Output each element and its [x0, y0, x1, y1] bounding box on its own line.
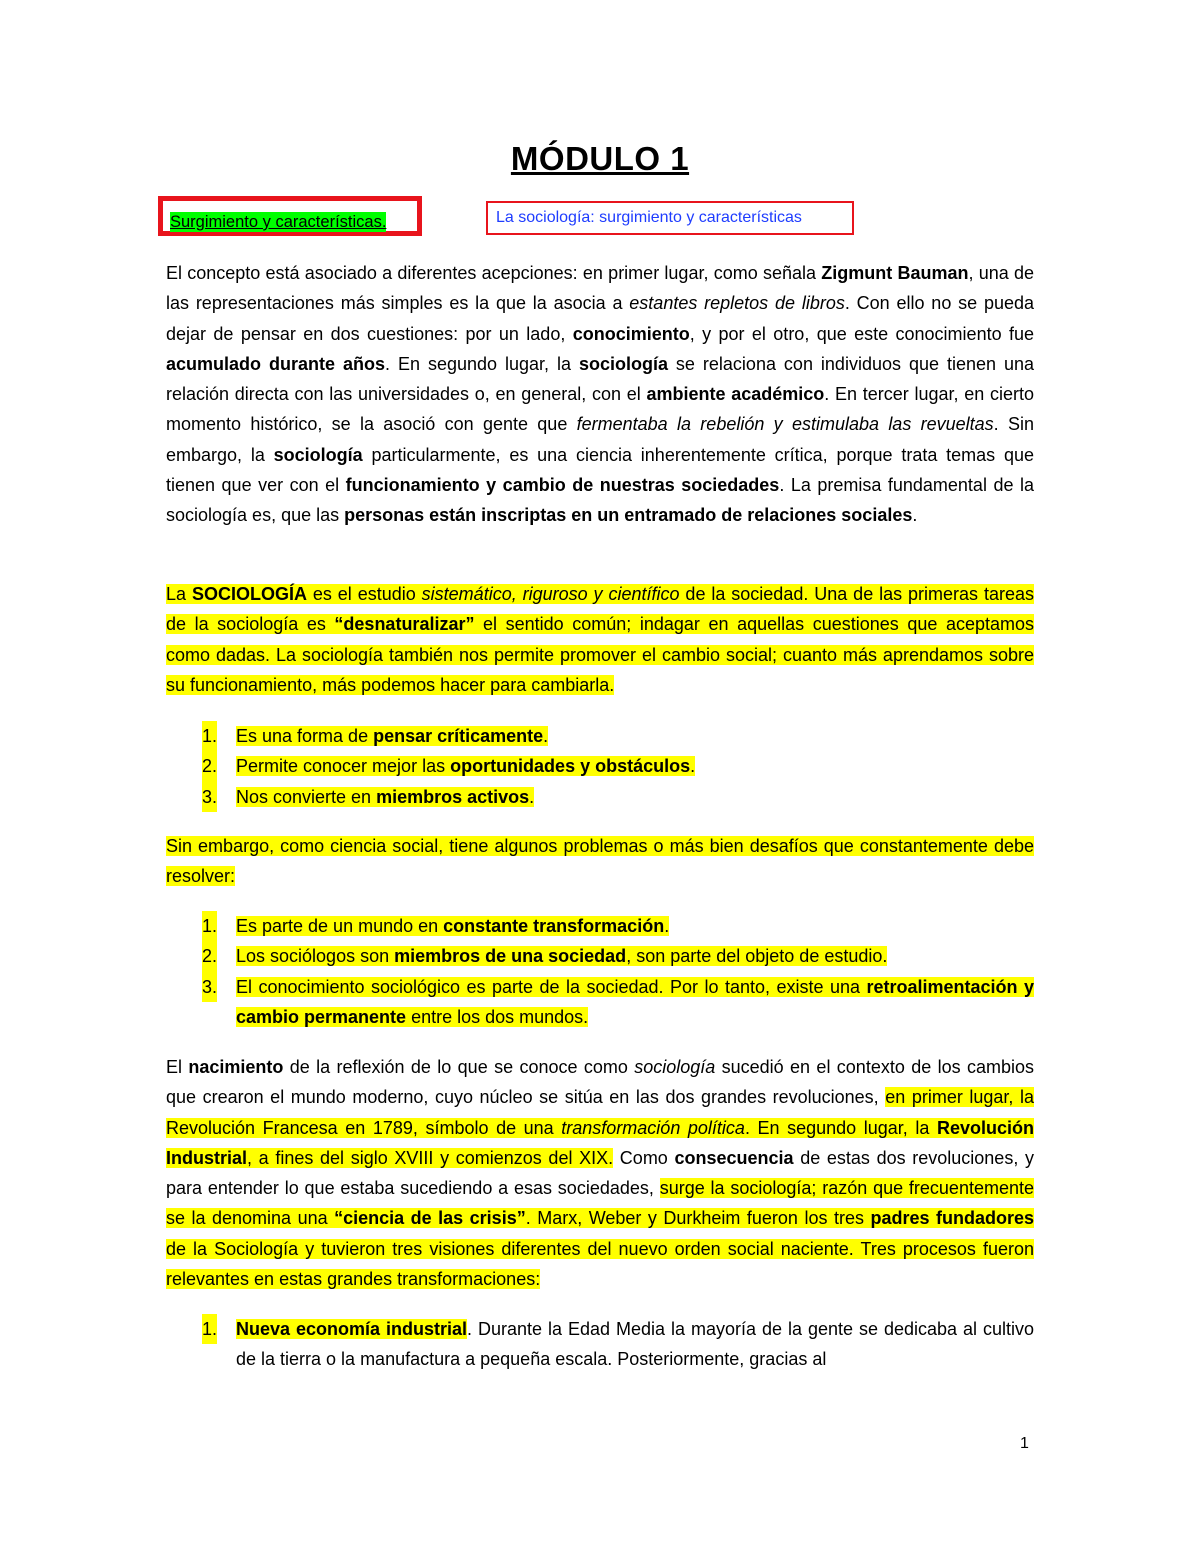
paragraph-origin: El nacimiento de la reflexión de lo que se conoce como sociología sucedió en el contexto de los cambios que crearon el mundo moderno, cuyo núcleo se sitúa en las dos grandes revoluciones, en primer lugar, la Revolución Francesa en 1789, símbolo de una transformación política. En segundo lugar, la Revolución Industrial, a fines del siglo XVIII y comienzos del XIX. Como consecuencia de estas dos revoluciones, y para entender lo que estaba sucediendo a esas sociedades, surge la sociología; razón que frecuentemente se la denomina una “ciencia de las crisis”. Marx, Weber y Durkheim fueron los tres padres fundadores de la Sociología y tuvieron tres visiones diferentes del nuevo orden social naciente. Tres procesos fueron relevantes en estas grandes transformaciones: — [166, 1057, 1034, 1290]
processes-list — [166, 1314, 1034, 1375]
section-note-box — [486, 201, 854, 235]
paragraph-concept: El concepto está asociado a diferentes acepciones: en primer lugar, como señala Zigmunt Bauman, una de las representaciones más simples es la que la asocia a estantes repletos de libros. Con ello no se pueda dejar de pensar en dos cuestiones: por un lado, conocimiento, y por el otro, que este conocimiento fue acumulado durante años. En segundo lugar, la sociología se relaciona con individuos que tienen una relación directa con las universidades o, en general, con el ambiente académico. En tercer lugar, en cierto momento histórico, se la asoció con gente que fermentaba la rebelión y estimulaba las revueltas. Sin embargo, la sociología particularmente, es una ciencia inherentemente crítica, porque trata temas que tienen que ver con el funcionamiento y cambio de nuestras sociedades. La premisa fundamental de la sociología es, que las personas están inscriptas en un entramado de relaciones sociales. — [166, 263, 1035, 526]
list-item: 3. Nos convierte en miembros activos. — [166, 782, 1034, 812]
section-label-highlighted: Surgimiento y características. — [170, 213, 387, 231]
section-note-text: La sociología: surgimiento y características — [496, 209, 802, 226]
list-item: 3. El conocimiento sociológico es parte de la sociedad. Por lo tanto, existe una retroalimentación y cambio permanente entre los dos mundos. — [166, 972, 1034, 1033]
list-item: 1. Nueva economía industrial. Durante la Edad Media la mayoría de la gente se dedicaba al cultivo de la tierra o la manufactura a pequeña escala. Posteriormente, gracias al — [166, 1314, 1034, 1375]
page-number: 1 — [1020, 1435, 1029, 1452]
paragraph-challenges: Sin embargo, como ciencia social, tiene algunos problemas o más bien desafíos que constantemente debe resolver: — [166, 836, 1034, 887]
list-item: 1. Es parte de un mundo en constante transformación. — [166, 911, 1034, 941]
challenges-list — [166, 911, 1034, 1032]
list-item: 2. Los sociólogos son miembros de una sociedad, son parte del objeto de estudio. — [166, 941, 1034, 971]
paragraph-definition: La SOCIOLOGÍA es el estudio sistemático, riguroso y científico de la sociedad. Una de las primeras tareas de la sociología es “desnaturalizar” el sentido común; indagar en aquellas cuestiones que aceptamos como dadas. La sociología también nos permite promover el cambio social; cuanto más aprendamos sobre su funcionamiento, más podemos hacer para cambiarla. — [166, 584, 1035, 695]
section-label-box — [158, 196, 422, 236]
list-item: 2. Permite conocer mejor las oportunidades y obstáculos. — [166, 751, 1034, 781]
list-item: 1. Es una forma de pensar críticamente. — [166, 721, 1034, 751]
benefits-list — [166, 721, 1034, 812]
page-title: MÓDULO 1 — [510, 140, 690, 177]
